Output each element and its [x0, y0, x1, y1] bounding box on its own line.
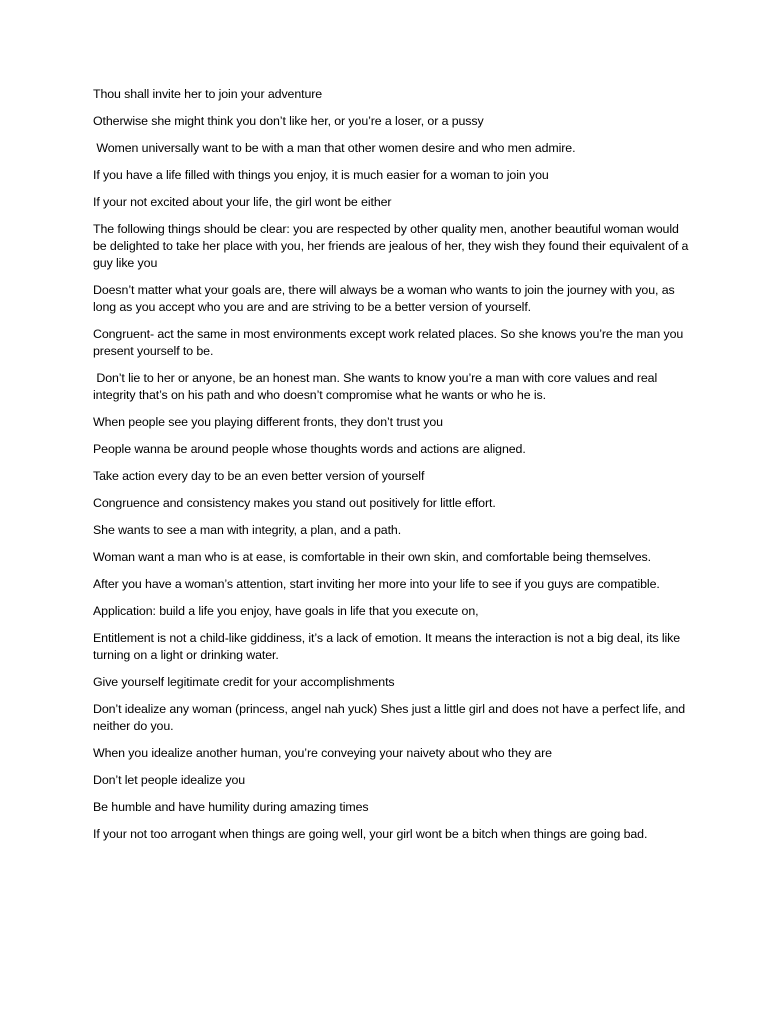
paragraph: If your not too arrogant when things are going well, your girl wont be a bitch when things are going bad. [93, 827, 648, 841]
paragraph: She wants to see a man with integrity, a plan, and a path. [93, 523, 402, 537]
paragraph: Don’t let people idealize you [93, 773, 246, 787]
paragraph: Congruent- act the same in most environments except work related places. So she knows you’re the man you present yourself to be. [93, 327, 687, 358]
paragraph: If you have a life filled with things you enjoy, it is much easier for a woman to join you [93, 168, 549, 182]
paragraph: Take action every day to be an even better version of yourself [93, 469, 425, 483]
paragraph: Otherwise she might think you don’t like her, or you’re a loser, or a pussy [93, 114, 484, 128]
paragraph: Application: build a life you enjoy, have goals in life that you execute on, [93, 604, 479, 618]
paragraph: Women universally want to be with a man that other women desire and who men admire. [93, 141, 576, 155]
paragraph: When you idealize another human, you’re conveying your naivety about who they are [93, 746, 552, 760]
paragraph: After you have a woman’s attention, start inviting her more into your life to see if you guys are compatible. [93, 577, 660, 591]
paragraph: Give yourself legitimate credit for your accomplishments [93, 675, 395, 689]
paragraph: The following things should be clear: you are respected by other quality men, another beautiful woman would be delighted to take her place with you, her friends are jealous of her, they wish they found their equivalent of a guy like you [93, 222, 692, 270]
document-body [93, 86, 693, 853]
paragraph: If your not excited about your life, the girl wont be either [93, 195, 392, 209]
paragraph: Woman want a man who is at ease, is comfortable in their own skin, and comfortable being themselves. [93, 550, 651, 564]
paragraph: Be humble and have humility during amazing times [93, 800, 369, 814]
paragraph: Don’t idealize any woman (princess, angel nah yuck) Shes just a little girl and does not have a perfect life, and neither do you. [93, 702, 689, 733]
paragraph: People wanna be around people whose thoughts words and actions are aligned. [93, 442, 526, 456]
paragraph: Entitlement is not a child-like giddiness, it’s a lack of emotion. It means the interaction is not a big deal, its like turning on a light or drinking water. [93, 631, 684, 662]
paragraph: Doesn’t matter what your goals are, there will always be a woman who wants to join the journey with you, as long as you accept who you are and are striving to be a better version of yourself. [93, 283, 678, 314]
paragraph: Thou shall invite her to join your adventure [93, 87, 323, 101]
paragraph: When people see you playing different fronts, they don’t trust you [93, 415, 443, 429]
paragraph: Congruence and consistency makes you stand out positively for little effort. [93, 496, 496, 510]
paragraph: Don’t lie to her or anyone, be an honest man. She wants to know you’re a man with core values and real integrity that’s on his path and who doesn’t compromise what he wants or who he is. [93, 371, 661, 402]
